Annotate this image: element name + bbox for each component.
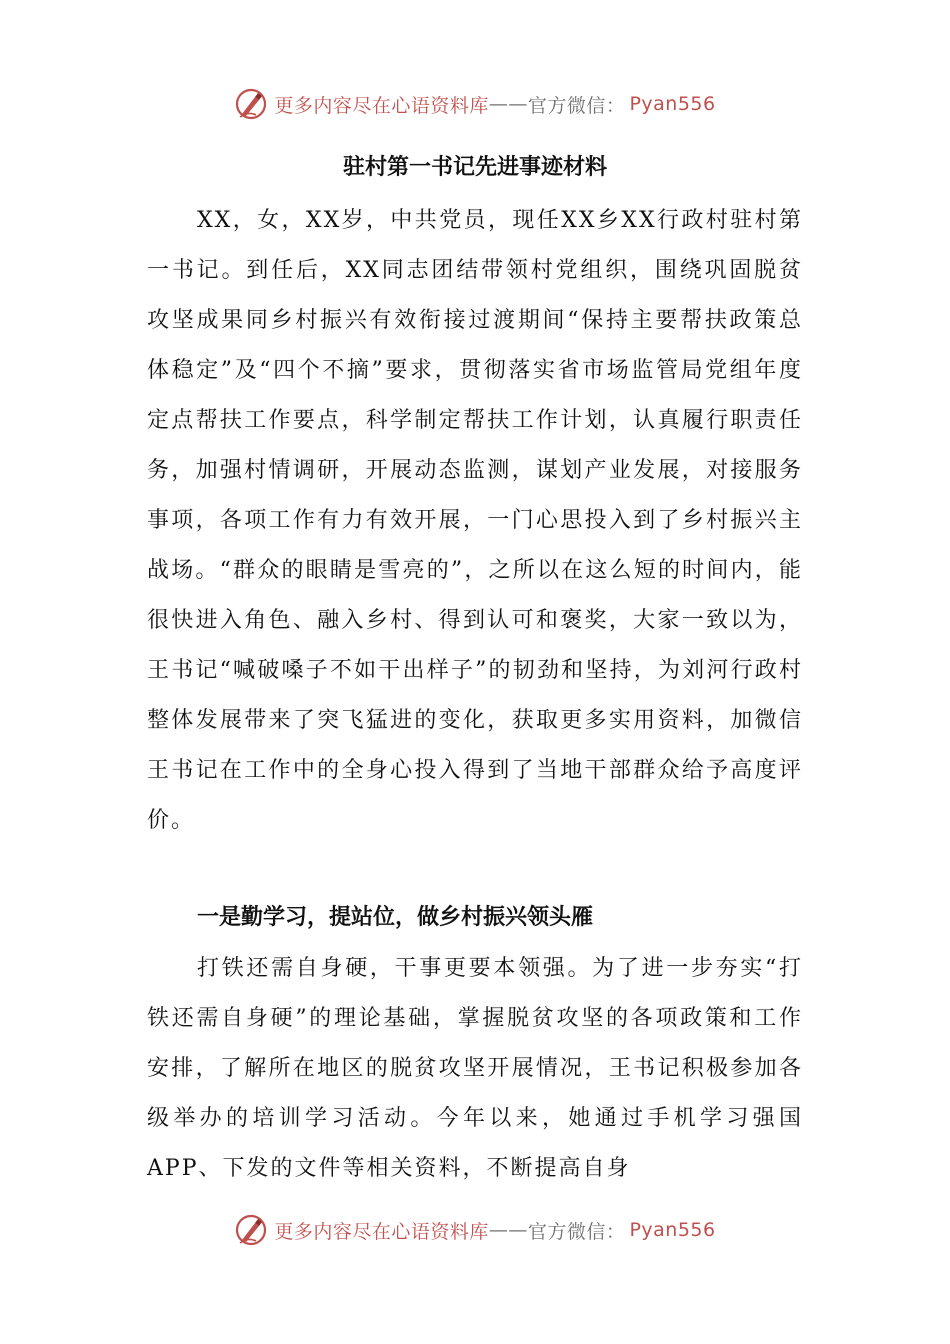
document-title: 驻村第一书记先进事迹材料 <box>342 155 607 180</box>
paragraph-section-1: 打铁还需自身硬，干事更要本领强。为了进一步夯实“打铁还需自身硬”的理论基础，掌握脱贫攻坚的各项政策和工作安排，了解所在地区的脱贫攻坚开展情况，王书记积极参加各级举办的培训学习活动。今年以来，她通过手机学习强国APP、下发的文件等相关资料，不断提高自身 <box>147 956 803 1181</box>
section-heading-1: 一是勤学习，提站位，做乡村振兴领头雁 <box>197 905 594 930</box>
footer-watermark-banner <box>0 1210 950 1250</box>
banner-brand-text: 更多内容尽在心语资料库 <box>274 1220 489 1243</box>
paragraph-intro: XX，女，XX岁，中共党员，现任XX乡XX行政村驻村第一书记。到任后，XX同志团结带领村党组织，围绕巩固脱贫攻坚成果同乡村振兴有效衔接过渡期间“保持主要帮扶政策总体稳定”及“四个不摘”要求，贯彻落实省市场监管局党组年度定点帮扶工作要点，科学制定帮扶工作计划，认真履行职责任务，加强村情调研，开展动态监测，谋划产业发展，对接服务事项，各项工作有力有效开展，一门心思投入到了乡村振兴主战场。“群众的眼睛是雪亮的”，之所以在这么短的时间内，能很快进入角色、融入乡村、得到认可和褒奖，大家一致以为，王书记“喊破嗓子不如干出样子”的韧劲和坚持，为刘河行政村整体发展带来了突飞猛进的变化，获取更多实用资料，加微信王书记在工作中的全身心投入得到了当地干部群众给予高度评价。 <box>147 208 803 833</box>
banner-wechat-id: Pyan556 <box>629 93 716 115</box>
banner-wechat-id: Pyan556 <box>629 1219 716 1241</box>
pen-nib-circle-icon <box>234 1213 268 1247</box>
banner-dash: —— <box>488 1219 528 1241</box>
banner-dash: —— <box>488 93 528 115</box>
header-watermark-banner <box>0 84 950 124</box>
banner-official-label: 官方微信： <box>527 1220 626 1243</box>
banner-brand-text: 更多内容尽在心语资料库 <box>274 94 489 117</box>
pen-nib-circle-icon <box>234 87 268 121</box>
banner-official-label: 官方微信： <box>527 94 626 117</box>
